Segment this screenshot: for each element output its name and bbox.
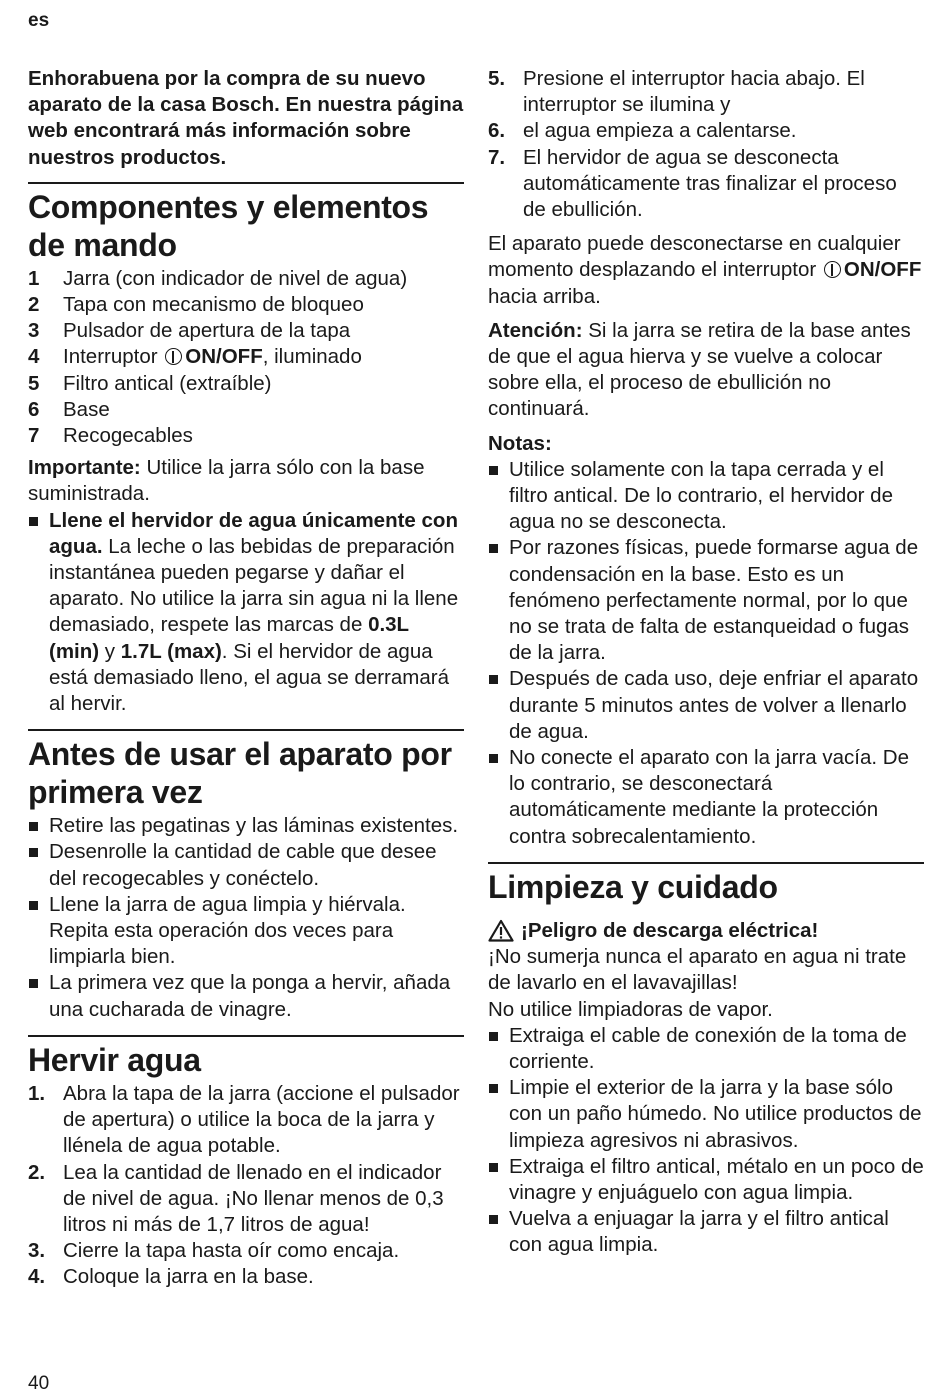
fill-warning-list [28,508,464,718]
cleaning-list [488,1023,924,1259]
list-item [28,371,464,397]
step-number: 3. [28,1239,46,1263]
power-icon [165,348,182,365]
boil-heading: Hervir agua [28,1041,201,1078]
list-item: La primera vez que la ponga a hervir, añada una cucharada de vinagre. [28,970,464,1022]
important-text: Utilice la jarra sólo con la base suministrada. [28,456,425,506]
step-item [28,1238,464,1264]
page-number: 40 [28,1373,50,1394]
conjunction: y [99,639,121,663]
step-text: Cierre la tapa hasta oír como encaja. [63,1239,400,1263]
step-number: 5. [488,67,506,90]
step-item [488,145,924,224]
item-text-pre: Interruptor [63,345,158,369]
step-item [488,66,924,118]
list-item [28,423,464,449]
item-text: Jarra (con indicador de nivel de agua) [63,266,408,290]
step-number: 4. [28,1265,46,1289]
item-text [63,344,464,370]
item-number: 6 [28,397,40,421]
list-item: Después de cada uso, deje enfriar el aparato durante 5 minutos antes de volver a llenarlo de agua. [488,666,924,745]
min-mark: 0.3L (min) [49,613,409,663]
power-icon [824,261,841,278]
right-column [488,66,924,1259]
danger-heading [488,918,924,944]
list-item: Llene la jarra de agua limpia y hiérvala. Repita esta operación dos veces para limpiarla bien. [28,892,464,971]
switch-off-text [488,231,924,310]
item-number: 7 [28,424,40,448]
item-number: 1 [28,266,40,290]
step-text: Presione el interruptor hacia abajo. El interruptor se ilumina y [523,67,865,117]
fill-warning-bold: Llene el hervidor de agua únicamente con agua. [49,508,458,558]
list-item: Extraiga el cable de conexión de la toma de corriente. [488,1023,924,1075]
list-item: Vuelva a enjuagar la jarra y el filtro antical con agua limpia. [488,1206,924,1258]
fill-warning-text-end: . Si el hervidor de agua está demasiado lleno, el agua se derramará al hervir. [49,639,449,716]
item-text: Base [63,397,110,421]
first-use-heading: Antes de usar el aparato por primera vez [28,736,452,811]
list-item: Utilice solamente con la tapa cerrada y el filtro antical. De lo contrario, el hervidor de agua no se desconecta. [488,457,924,536]
step-text: El hervidor de agua se desconecta automáticamente tras finalizar el proceso de ebullición. [523,145,897,222]
components-heading: Componentes y elementos de mando [28,188,429,263]
item-number: 4 [28,345,40,369]
boil-steps [28,1081,464,1291]
notes-list [488,457,924,850]
list-item: Desenrolle la cantidad de cable que desee del recogecables y conéctelo. [28,839,464,891]
intro-text: Enhorabuena por la compra de su nuevo aparato de la casa Bosch. En nuestra página web encontrará más información sobre nuestros productos. [28,67,464,169]
first-use-list [28,813,464,1023]
warning-triangle-icon [488,919,514,942]
list-item [28,292,464,318]
item-text: Filtro antical (extraíble) [63,371,272,395]
steam-text: No utilice limpiadoras de vapor. [488,997,773,1021]
step-number: 2. [28,1160,46,1184]
language-code: es [28,10,50,31]
components-list [28,266,464,449]
item-number: 3 [28,319,40,343]
attention-note [488,318,924,423]
notes-label: Notas: [488,431,552,455]
list-item: No conecte el aparato con la jarra vacía. De lo contrario, se desconectará automáticamente mediante la protección contra sobrecalentamiento. [488,745,924,850]
important-label: Importante: [28,456,141,480]
switch-off-post: hacia arriba. [488,284,601,308]
item-number: 5 [28,371,40,395]
list-item [28,397,464,423]
danger-label: ¡Peligro de descarga eléctrica! [521,918,819,942]
step-text: el agua empieza a calentarse. [523,119,797,143]
list-item: Extraiga el filtro antical, métalo en un poco de vinagre y enjuáguelo con agua limpia. [488,1154,924,1206]
cleaning-heading: Limpieza y cuidado [488,868,778,905]
step-number: 1. [28,1081,46,1105]
list-item [28,266,464,292]
danger-text: ¡No sumerja nunca el aparato en agua ni trate de lavarlo en el lavavajillas! [488,945,907,995]
on-off-label: ON/OFF [843,258,922,282]
step-number: 6. [488,119,506,143]
max-mark: 1.7L (max) [120,639,222,663]
list-item [28,344,464,370]
list-item [28,318,464,344]
item-text: Tapa con mecanismo de bloqueo [63,293,364,317]
list-item [28,508,464,718]
step-item [28,1264,464,1290]
switch-off-pre: El aparato puede desconectarse en cualquier momento desplazando el interruptor [488,232,901,282]
item-text: Pulsador de apertura de la tapa [63,319,351,343]
step-item [28,1081,464,1160]
boil-steps-continued [488,66,924,223]
item-number: 2 [28,293,40,317]
item-text-post: , iluminado [262,345,362,369]
on-off-label: ON/OFF [185,345,263,369]
step-item [488,118,924,144]
list-item: Por razones físicas, puede formarse agua de condensación en la base. Esto es un fenómeno perfectamente normal, por lo que no se trata de falta de estanqueidad o fugas de la jarra. [488,535,924,666]
item-text: Recogecables [63,424,193,448]
attention-text: Si la jarra se retira de la base antes de que el agua hierva y se vuelve a colocar sobre ella, el proceso de ebullición no continuará. [488,318,911,421]
list-item: Limpie el exterior de la jarra y la base sólo con un paño húmedo. No utilice productos de limpieza agresivos ni abrasivos. [488,1075,924,1154]
step-item [28,1160,464,1239]
left-column [28,66,464,1291]
step-number: 7. [488,145,506,169]
important-note [28,455,464,507]
step-text: Lea la cantidad de llenado en el indicador de nivel de agua. ¡No llenar menos de 0,3 litros ni más de 1,7 litros de agua! [63,1160,444,1236]
fill-warning-text: La leche o las bebidas de preparación instantánea pueden pegarse y dañar el aparato. No utilice la jarra sin agua ni la llene demasiado, respete las marcas de [49,534,459,637]
step-text: Abra la tapa de la jarra (accione el pulsador de apertura) o utilice la boca de la jarra y llénela de agua potable. [63,1081,460,1158]
attention-label: Atención: [488,318,583,342]
step-text: Coloque la jarra en la base. [63,1265,314,1289]
list-item: Retire las pegatinas y las láminas existentes. [28,813,464,839]
